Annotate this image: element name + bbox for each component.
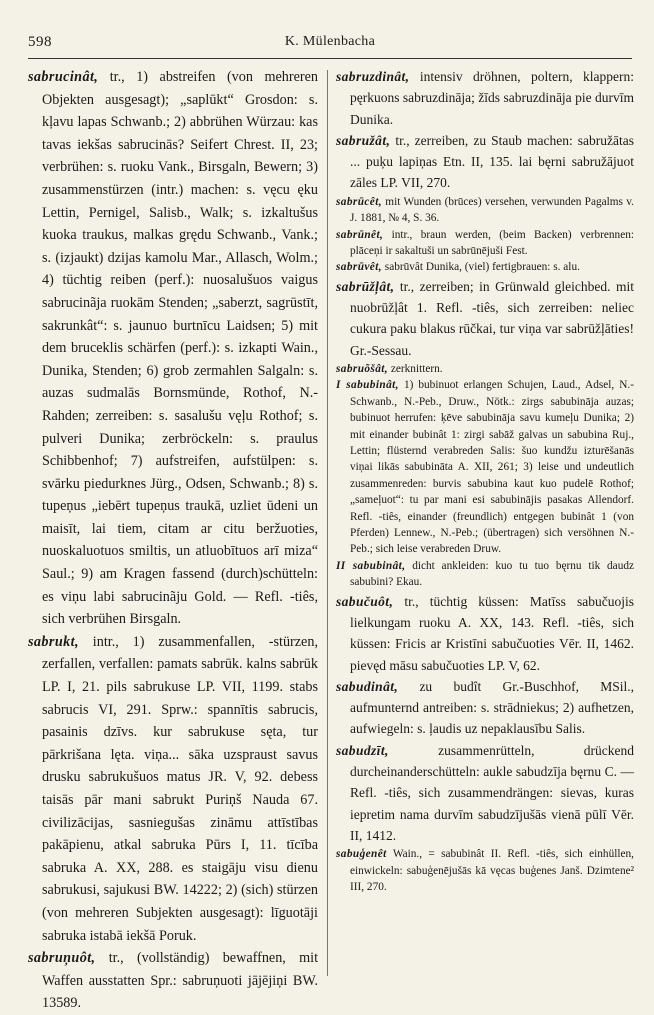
running-title: K. Mülenbacha: [284, 34, 376, 49]
entry-text: intensiv dröhnen, poltern, klappern: pęrkuons sabruzdināja; žīds sabruzdināja pie durvīm Dunika.: [350, 69, 634, 127]
entry-headword: sabruõšât,: [336, 363, 389, 375]
column-divider: [327, 70, 328, 976]
dictionary-entry: [336, 259, 634, 275]
dictionary-entry: [28, 631, 318, 947]
dictionary-entry: [336, 740, 634, 846]
entry-headword: sabrukt,: [28, 633, 79, 650]
entry-text: mit Wunden (brūces) versehen, verwunden Pagalms v. J. 1881, № 4, S. 36.: [350, 195, 634, 225]
dictionary-entry: [336, 276, 634, 361]
entry-headword: II sabubinât,: [336, 559, 406, 572]
left-column: [28, 66, 319, 1012]
entry-text: intr., 1) zusammenfallen, -stürzen, zerfallen, verfallen: pamats sabrūk. kalns sabrūk LP. I, 21. pils sabrukuse LP. VII, 1199. stabs sabrucis VI, 291. Sprw.: spannītis sabrucis, pasainis dzīvs. kur sabrukuse sęta, tur pārkrišana lęta. viņa... sāka uzspraust savus drusku sabrukušuos matus JR. V, 92. debess taisās pār mani sabrukt Puriņš Nauda 67. civilizācijas, sasniegušas zināmu attīstības pakāpienu, atkal sabruka Pūrs I, 11. tīcība sabruka A. XX, 288. es staigāju visu dienu sabrukusi, sajukusi BW. 14222; 2) (sich) stürzen (von mehreren Subjekten ausgesagt): līguotāji sabruka istabā iekšā Poruk.: [42, 633, 318, 944]
entry-text: tr., zerreiben; in Grünwald gleichbed. mit nuobrūžļât 1. Refl. -tiês, sich zerreiben: neliec cukura paku blakus rūčkai, tur viņa var sabrūžļāties! Gr.-Sessau.: [350, 278, 635, 358]
entry-text: tr., zerreiben, zu Staub machen: sabružātas ... puķu lapiņas Etn. II, 135. lai bęrni sabružājuot zāles LP. VII, 270.: [350, 132, 634, 191]
entry-headword: sabruzdinât,: [336, 69, 410, 84]
dictionary-entry: [336, 66, 634, 130]
entry-text: tr., 1) abstreifen (von mehreren Objekten ausgesagt); „saplūkt“ Grosdon: s. kļavu lapas Schwanb.; 2) abbrühen Würzau: kas tavas iekšas sabrucinās? Seifert Chrest. II, 23; verbrühen: s. ruoku Vank., Birsgaln, Bewern; 3) zusammenstürzen (intr.) machen: s. vęcu ęku Lettin, Pernigel, Salisb., Walk; s. izkaltušus kuoka traukus, malkas grędu Schwanb., Vank.; s. (izjaukt) dzijas kamolu Mar., Allasch, Wolm.; 4) tüchtig reiben (perf.): nuosalušuos vaigus sabrucinãja ruokām Stenden; „saberzt, sagrūstīt, sakrunkât“: s. jaunuo burtnīcu Laidsen; 5) mit dem bruceklis schärfen (perf.): s. izkapti Wain., Dunika, Stenden; 6) grob zermahlen Salgaln: s. auzas sudmalās Bornsmünde, Rothof, N.-Rahden; zerreiben: s. sasalušu vęļu Rothof; s. pulveri Dunika; zerbröckeln: s. praulus Schibbenhof; 7) aufstreifen, aufstülpen: s. svārku piedurknes Jürg., Odsen, Schwanb.; 8) s. tupeņus „iebērt tupeņus traukā, uzliet ūdeni un maisīt, lai tiem, citam ar citu beržuoties, nuoskaluotuos smiltis, un atluobītuos arī miza“ Saul.; 9) am Kragen fassend (durch)schütteln: es viņu labi sabrucinãju Gold. — Refl. -tiês, sich verbrühen Birsgaln.: [42, 69, 319, 628]
entry-headword: sabudzīt,: [336, 742, 389, 758]
dictionary-entry: [336, 846, 634, 895]
entry-text: zerknittern.: [390, 363, 443, 375]
entry-text: zu budît Gr.-Buschhof, MSil., aufmunternd antreiben: s. strādniekus; 2) aufhetzen, aufwiegeln: s. ļaudis uz nepaklausību Salis.: [350, 678, 635, 737]
entry-text: zusammenrütteln, drückend durcheinanderschütteln: aukle sabudzīja bęrnu C. — Refl. -tiês, sich zusammendrängen: sievas, kuras iepretim nama durvīm sabudzījušās vienā pūlī Vēr. II, 1412.: [350, 742, 635, 843]
dictionary-entry: [336, 227, 634, 260]
dictionary-entry: [336, 591, 634, 676]
entry-headword: sabrūžļât,: [336, 278, 395, 294]
entry-headword: sabrūvêt,: [336, 261, 382, 274]
entry-headword: sabudinât,: [336, 678, 399, 694]
entry-text: tr., tüchtig küssen: Matīss sabučuojis lielkungam ruoku A. XX, 143. Refl. -tiês, sich küssen: Fricis ar Kristīni sabučuoties Vēr. II, 1462. pievęd māsu sabučuoties LP. V, 62.: [350, 593, 635, 673]
dictionary-entry: [336, 130, 634, 194]
dictionary-entry: [336, 194, 634, 227]
entry-text: 1) bubinuot erlangen Schujen, Laud., Adsel, N.-Schwanb., N.-Peb., Druw., Nötk.: zirgs sabubināja auzas; bubinuot herrufen: ķēve sabubināja savu kumeļu Dunika; 2) mit einander bubinât 1: zirgi sabāž galvas un sabubina Ruj., Lettin; flüsternd verabreden Salis: šuo kundžu izturēšanās viņai likās sabubināta A. XII, 261; 3) leise und undeutlich zusammenreden: burvis sabubina kaut kuo pudelē Rothof; „sameļuot“: tu par mani esi sabubinājis pasakas Allendorf. Refl. -tiês, einander (freundlich) entgegen bubinât 1 (von Pferden) Lennew., N.-Peb.; (übertragen) sich versöhnen N.-Peb.; sich leise verabreden Druw.: [350, 379, 634, 556]
entry-headword: sabrūnêt,: [336, 228, 384, 241]
dictionary-entry: [336, 361, 634, 377]
entry-text: tr., (vollständig) bewaffnen, mit Waffen ausstatten Spr.: sabruņuoti jājējiņi BW. 13589.: [42, 950, 319, 1012]
entry-text: intr., braun werden, (beim Backen) verbrennen: plāceņi ir sakaltuši un sabrūnējuši Fest.: [350, 228, 634, 257]
page-header: [28, 30, 632, 56]
header-rule: [28, 58, 632, 59]
entry-headword: sabučuôt,: [336, 593, 394, 609]
right-column: [336, 66, 634, 978]
entry-text: sabrūvât Dunika, (viel) fertigbrauen: s. alu.: [384, 261, 580, 274]
dictionary-entry: [336, 676, 634, 740]
dictionary-entry: [336, 558, 634, 591]
entry-text: dicht ankleiden: kuo tu tuo bęrnu tik daudz sabubini? Ekau.: [350, 559, 635, 589]
page-number: 598: [28, 34, 52, 50]
entry-headword: I sabubinât,: [336, 379, 399, 392]
entry-headword: sabrūcêt,: [336, 195, 382, 208]
entry-headword: sabrucinât,: [28, 69, 99, 85]
dictionary-entry: [28, 66, 318, 631]
dictionary-entry: [28, 947, 318, 1015]
entry-text: Wain., = sabubinât II. Refl. -tiês, sich einhüllen, einwickeln: sabuģenējušās kā vęcas buģenes Janš. Dzimtene² III, 270.: [350, 848, 634, 894]
entry-headword: sabruņuôt,: [28, 950, 96, 967]
dictionary-entry: [336, 377, 634, 557]
entry-headword: sabružât,: [336, 132, 391, 148]
entry-headword: sabuģenêt: [336, 848, 387, 861]
